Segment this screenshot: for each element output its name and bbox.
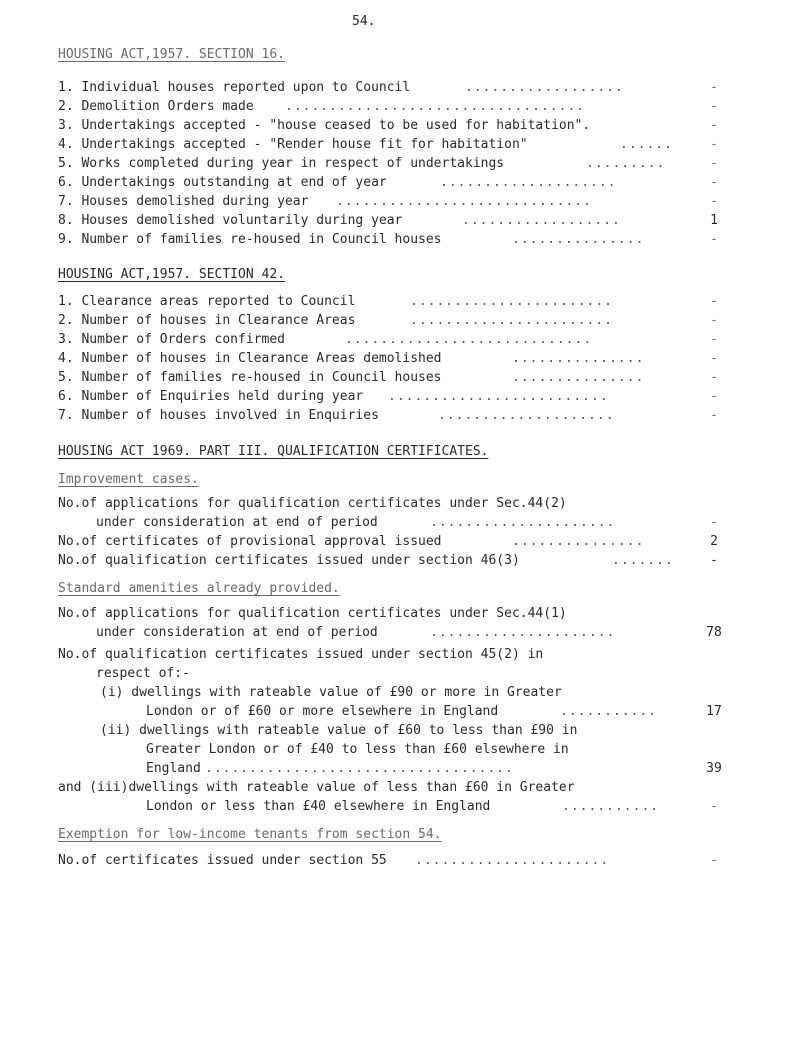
- standard-value-1: 78: [706, 625, 722, 640]
- exemption-value-1: -: [710, 853, 718, 868]
- s42-item-value: -: [710, 332, 718, 347]
- leader-dots: ...............: [512, 232, 645, 247]
- leader-dots: ...........: [560, 704, 658, 719]
- leader-dots: ...............: [512, 370, 645, 385]
- standard-value-i: 17: [706, 704, 722, 719]
- improvement-cases-subheading: Improvement cases.: [58, 472, 199, 487]
- standard-line-1-cont: under consideration at end of period: [96, 625, 378, 640]
- s16-item-value: -: [710, 175, 718, 190]
- s16-item-value: -: [710, 118, 718, 133]
- leader-dots: ...........: [562, 799, 660, 814]
- improvement-value-3: -: [710, 553, 718, 568]
- s42-item-label: 2. Number of houses in Clearance Areas: [58, 313, 356, 328]
- standard-item-i: (i) dwellings with rateable value of £90 or more in Greater: [100, 685, 562, 700]
- s16-item-label: 1. Individual houses reported upon to Council: [58, 80, 411, 95]
- page-number: 54.: [352, 14, 376, 29]
- s42-item-label: 3. Number of Orders confirmed: [58, 332, 285, 347]
- improvement-value-2: 2: [710, 534, 718, 549]
- leader-dots: ....................: [440, 175, 617, 190]
- leader-dots: ..................: [462, 213, 621, 228]
- s16-item-value: 1: [710, 213, 718, 228]
- s16-item-label: 4. Undertakings accepted - "Render house fit for habitation": [58, 137, 528, 152]
- s16-item-label: 7. Houses demolished during year: [58, 194, 309, 209]
- leader-dots: .........: [586, 156, 666, 171]
- leader-dots: ...............: [512, 351, 645, 366]
- s42-item-value: -: [710, 389, 718, 404]
- s42-item-label: 1. Clearance areas reported to Council: [58, 294, 356, 309]
- standard-item-i-cont: London or of £60 or more elsewhere in England: [146, 704, 499, 719]
- standard-amenities-subheading: Standard amenities already provided.: [58, 581, 340, 596]
- standard-item-ii-cont: Greater London or of £40 to less than £60 elsewhere in: [146, 742, 569, 757]
- exemption-line-1: No.of certificates issued under section 55: [58, 853, 387, 868]
- s16-item-label: 5. Works completed during year in respect of undertakings: [58, 156, 505, 171]
- s42-item-value: -: [710, 313, 718, 328]
- s42-item-value: -: [710, 408, 718, 423]
- s16-item-label: 9. Number of families re-housed in Council houses: [58, 232, 442, 247]
- standard-value-iii: -: [710, 799, 718, 814]
- s16-item-value: -: [710, 156, 718, 171]
- s16-item-label: 2. Demolition Orders made: [58, 99, 254, 114]
- leader-dots: .....................: [430, 625, 616, 640]
- s42-item-value: -: [710, 370, 718, 385]
- leader-dots: ............................: [345, 332, 593, 347]
- s42-item-label: 6. Number of Enquiries held during year: [58, 389, 364, 404]
- section-42-heading: HOUSING ACT,1957. SECTION 42.: [58, 267, 285, 282]
- leader-dots: .............................: [336, 194, 592, 209]
- standard-line-1: No.of applications for qualification certificates under Sec.44(1): [58, 606, 567, 621]
- s42-item-label: 4. Number of houses in Clearance Areas demolished: [58, 351, 442, 366]
- standard-item-iii: and (iii)dwellings with rateable value of less than £60 in Greater: [58, 780, 575, 795]
- section-16-heading: HOUSING ACT,1957. SECTION 16.: [58, 47, 285, 62]
- standard-value-ii: 39: [706, 761, 722, 776]
- leader-dots: ...................................: [205, 761, 514, 776]
- leader-dots: ..................: [465, 80, 624, 95]
- s16-item-value: -: [710, 99, 718, 114]
- s16-item-label: 3. Undertakings accepted - "house ceased to be used for habitation".: [58, 118, 591, 133]
- standard-line-2-cont: respect of:-: [96, 666, 190, 681]
- s42-item-value: -: [710, 351, 718, 366]
- leader-dots: ......................: [415, 853, 610, 868]
- s16-item-label: 8. Houses demolished voluntarily during year: [58, 213, 403, 228]
- leader-dots: .....................: [430, 515, 616, 530]
- improvement-line-1: No.of applications for qualification certificates under Sec.44(2): [58, 496, 567, 511]
- s16-item-value: -: [710, 232, 718, 247]
- part-iii-heading: HOUSING ACT 1969. PART III. QUALIFICATION CERTIFICATES.: [58, 444, 489, 459]
- leader-dots: ..................................: [285, 99, 586, 114]
- leader-dots: ......: [620, 137, 673, 152]
- standard-item-ii-cont-2: England: [146, 761, 201, 776]
- s16-item-value: -: [710, 194, 718, 209]
- leader-dots: .........................: [388, 389, 609, 404]
- leader-dots: .......................: [410, 313, 614, 328]
- standard-line-2: No.of qualification certificates issued under section 45(2) in: [58, 647, 544, 662]
- improvement-value-1: -: [710, 515, 718, 530]
- leader-dots: ....................: [438, 408, 615, 423]
- leader-dots: .......................: [410, 294, 614, 309]
- s16-item-value: -: [710, 80, 718, 95]
- s16-item-label: 6. Undertakings outstanding at end of year: [58, 175, 387, 190]
- improvement-line-2: No.of certificates of provisional approval issued: [58, 534, 442, 549]
- improvement-line-3: No.of qualification certificates issued under section 46(3): [58, 553, 520, 568]
- s42-item-label: 5. Number of families re-housed in Council houses: [58, 370, 442, 385]
- s42-item-label: 7. Number of houses involved in Enquiries: [58, 408, 379, 423]
- standard-item-ii: (ii) dwellings with rateable value of £60 to less than £90 in: [100, 723, 578, 738]
- exemption-subheading: Exemption for low-income tenants from section 54.: [58, 827, 442, 842]
- s42-item-value: -: [710, 294, 718, 309]
- leader-dots: ...............: [512, 534, 645, 549]
- leader-dots: .......: [612, 553, 674, 568]
- s16-item-value: -: [710, 137, 718, 152]
- standard-item-iii-cont: London or less than £40 elsewhere in England: [146, 799, 491, 814]
- improvement-line-1-cont: under consideration at end of period: [96, 515, 378, 530]
